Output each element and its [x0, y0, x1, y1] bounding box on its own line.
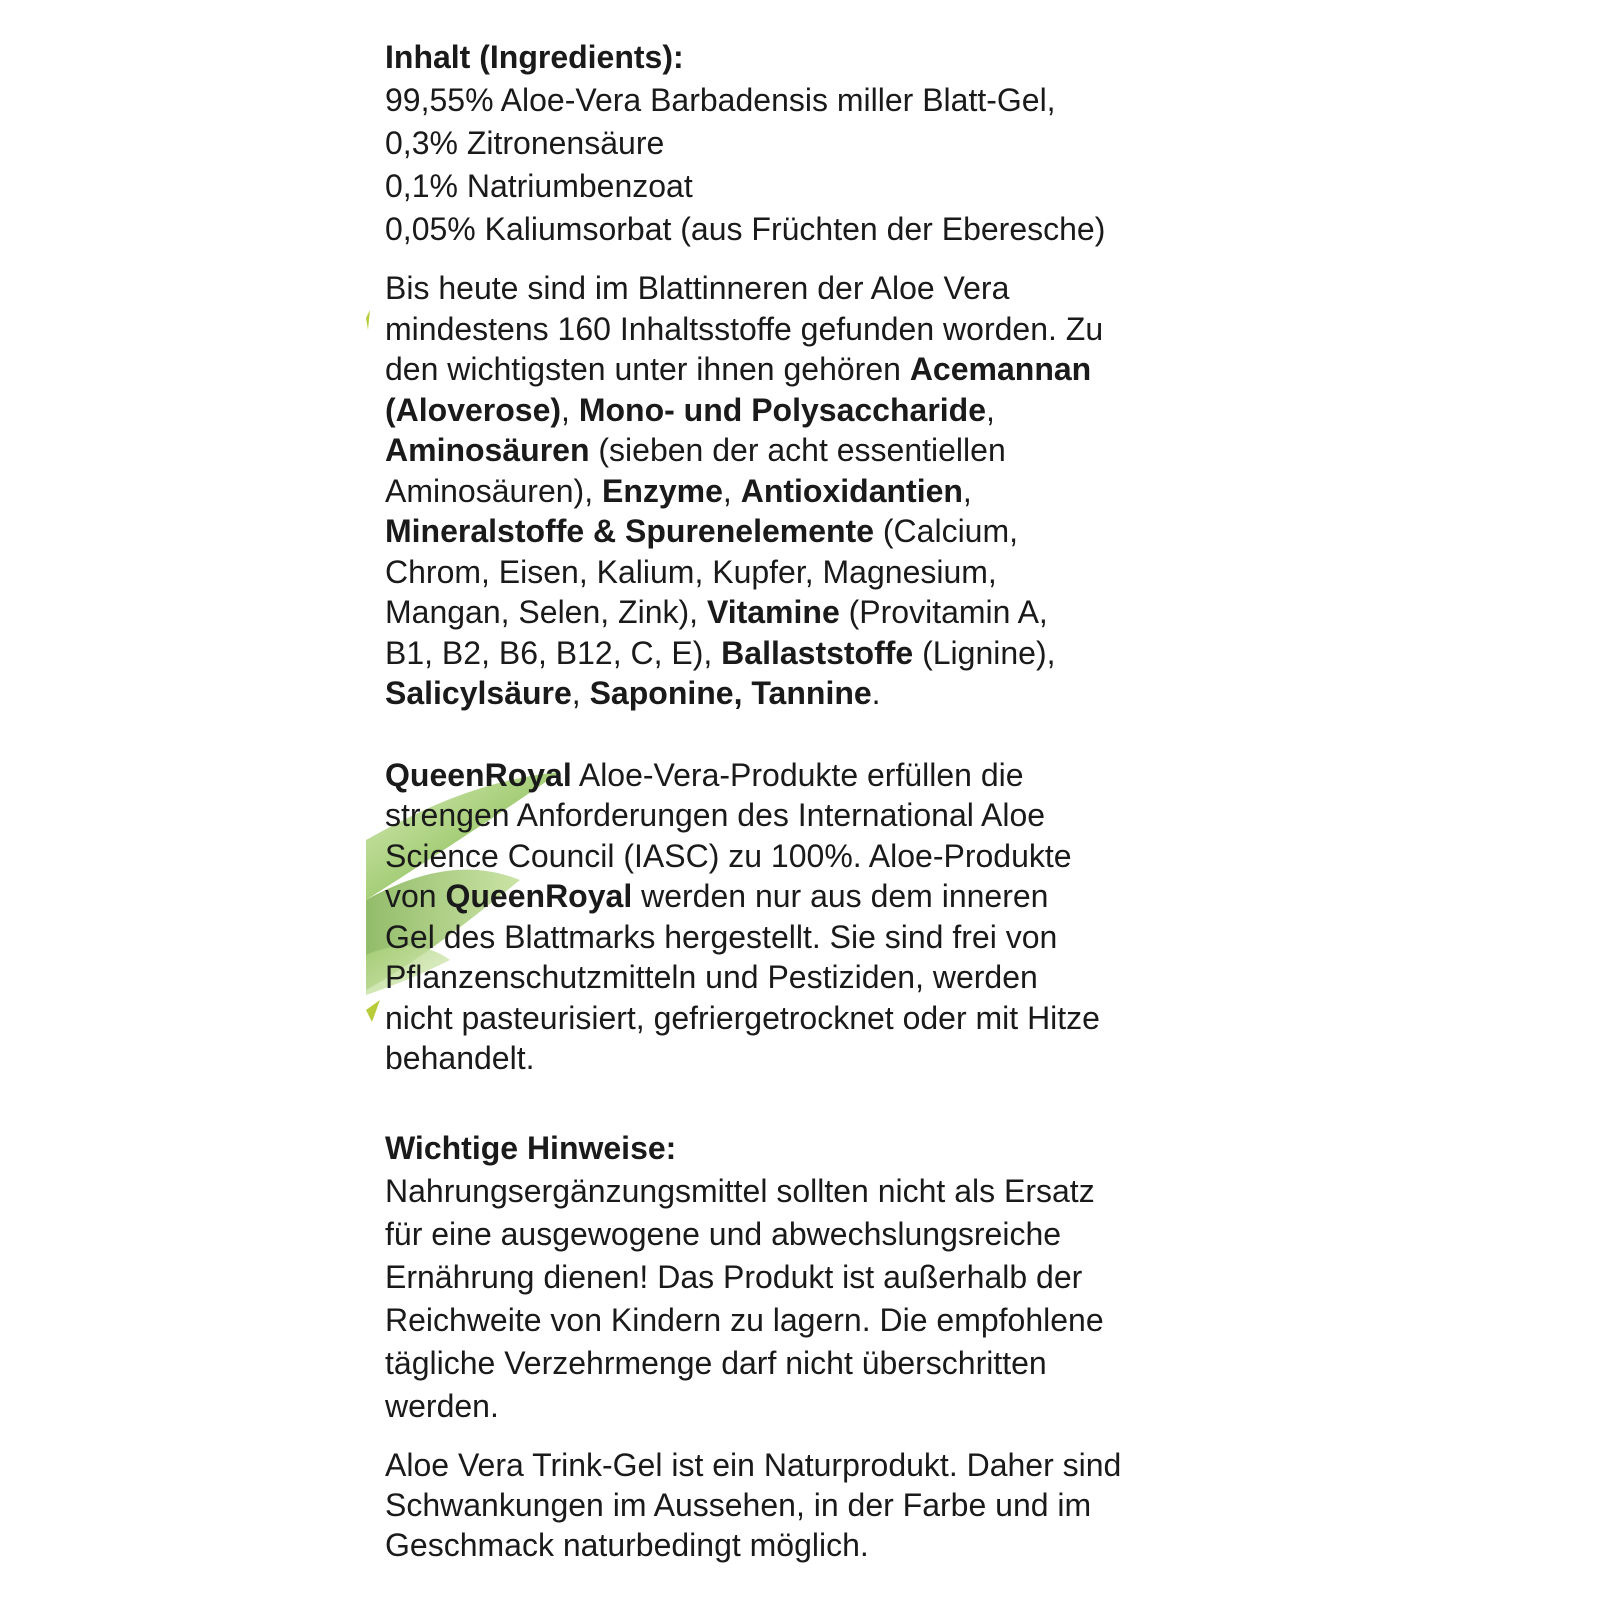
text-line: Chrom, Eisen, Kalium, Kupfer, Magnesium, — [385, 553, 997, 590]
product-info-text — [385, 36, 1225, 1565]
ingredient-line: 0,05% Kaliumsorbat (aus Früchten der Eberesche) — [385, 211, 1106, 247]
brand-name: QueenRoyal — [445, 878, 633, 914]
text-line: Pflanzenschutzmitteln und Pestiziden, werden — [385, 959, 1038, 995]
text-line: von QueenRoyal werden nur aus dem inneren — [385, 878, 1049, 914]
text-line: mindestens 160 Inhaltsstoffe gefunden worden. Zu — [385, 310, 1104, 347]
brand-name: QueenRoyal — [385, 756, 572, 793]
text-line: Geschmack naturbedingt möglich. — [385, 1526, 869, 1563]
constituents-paragraph — [385, 268, 1225, 714]
ingredient-line: 0,3% Zitronensäure — [385, 125, 665, 161]
text-line: Ernährung dienen! Das Produkt ist außerhalb der — [385, 1258, 1083, 1295]
natural-product-paragraph — [385, 1445, 1225, 1565]
text-line: Salicylsäure, Saponine, Tannine. — [385, 675, 881, 711]
text-line: (Aloverose), Mono- und Polysaccharide, — [385, 391, 995, 428]
text-line: Science Council (IASC) zu 100%. Aloe-Produkte — [385, 837, 1072, 874]
leaf-tip-upper — [366, 310, 370, 330]
text-line: Mineralstoffe & Spurenelemente (Calcium, — [385, 513, 1019, 549]
text-line: für eine ausgewogene und abwechslungsreiche — [385, 1215, 1062, 1252]
text-line: B1, B2, B6, B12, C, E), Ballaststoffe (Lignine), — [385, 634, 1056, 671]
text-line: QueenRoyal Aloe-Vera-Produkte erfüllen die — [385, 756, 1024, 793]
ingredient-line: 0,1% Natriumbenzoat — [385, 168, 693, 204]
leaf-tip-lower — [366, 1000, 380, 1022]
ingredients-section — [385, 36, 1225, 251]
text-line: Nahrungsergänzungsmittel sollten nicht als Ersatz — [385, 1172, 1095, 1209]
text-line: Aminosäuren (sieben der acht essentiellen — [385, 432, 1006, 468]
text-line: behandelt. — [385, 1040, 535, 1076]
text-line: Mangan, Selen, Zink), Vitamine (Provitamin A, — [385, 594, 1048, 630]
text-line: werden. — [385, 1387, 499, 1424]
notes-heading: Wichtige Hinweise: — [385, 1129, 677, 1166]
ingredients-heading: Inhalt (Ingredients): — [385, 39, 684, 75]
text-line: Bis heute sind im Blattinneren der Aloe Vera — [385, 270, 1010, 306]
text-line: Schwankungen im Aussehen, in der Farbe und im — [385, 1486, 1092, 1523]
text-line: tägliche Verzehrmenge darf nicht überschritten — [385, 1344, 1047, 1381]
notes-section — [385, 1127, 1225, 1428]
text-line: Gel des Blattmarks hergestellt. Sie sind frei von — [385, 918, 1058, 955]
brand-paragraph — [385, 755, 1225, 1079]
text-line: strengen Anforderungen des International Aloe — [385, 797, 1046, 833]
text-line: nicht pasteurisiert, gefriergetrocknet oder mit Hitze — [385, 999, 1100, 1036]
text-line: Aminosäuren), Enzyme, Antioxidantien, — [385, 472, 972, 509]
ingredient-line: 99,55% Aloe-Vera Barbadensis miller Blatt-Gel, — [385, 82, 1056, 118]
text-line: Reichweite von Kindern zu lagern. Die empfohlene — [385, 1301, 1104, 1338]
text-line: den wichtigsten unter ihnen gehören Acemannan — [385, 351, 1092, 387]
text-line: Aloe Vera Trink-Gel ist ein Naturprodukt. Daher sind — [385, 1446, 1122, 1483]
